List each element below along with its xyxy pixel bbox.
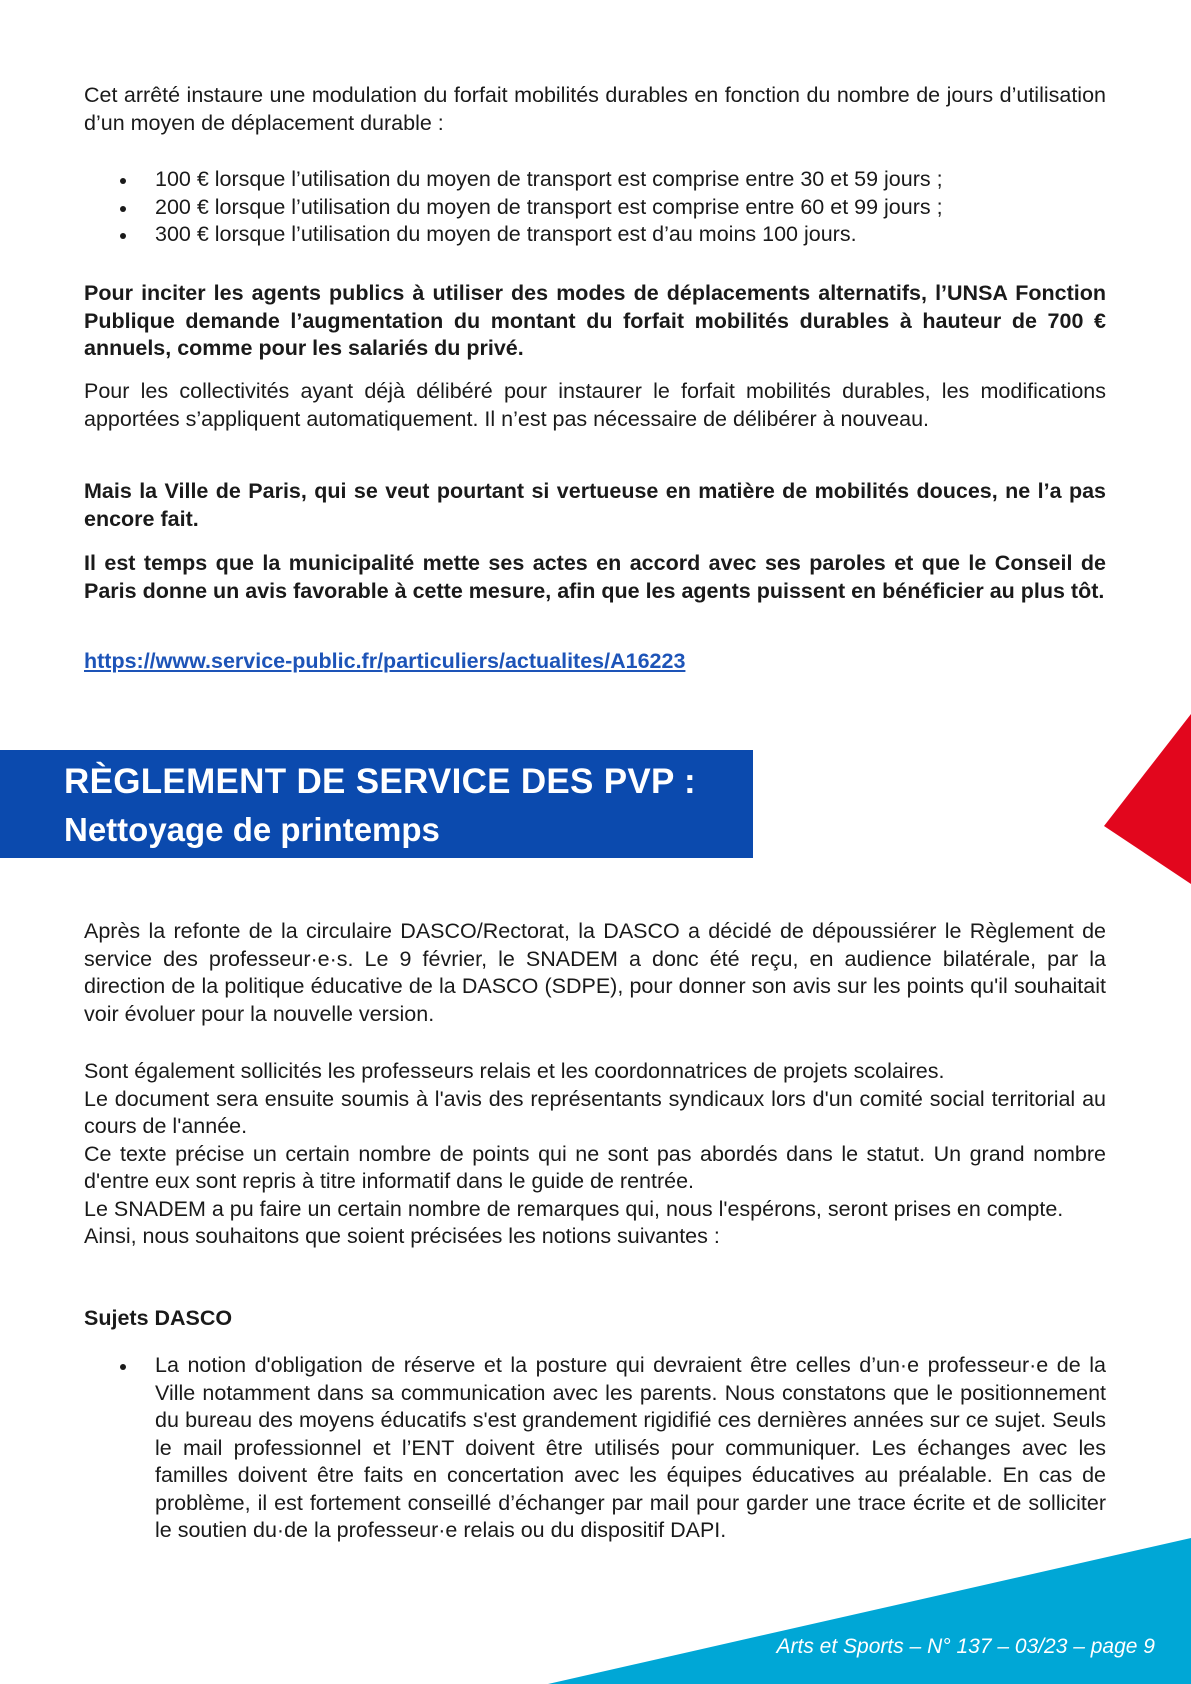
service-public-link[interactable]: https://www.service-public.fr/particuliers/actualites/A16223 xyxy=(84,649,686,673)
banner-subtitle: Nettoyage de printemps xyxy=(64,811,440,848)
banner-title: RÈGLEMENT DE SERVICE DES PVP : xyxy=(64,762,697,801)
snadem-remarques-line: Le SNADEM a pu faire un certain nombre de remarques qui, nous l'espérons, seront prises en compte. xyxy=(84,1196,1064,1221)
list-item: 300 € lorsque l’utilisation du moyen de transport est d’au moins 100 jours. xyxy=(84,221,1106,249)
list-item: La notion d'obligation de réserve et la posture qui devraient être celles d’un·e professeur·e de la Ville notamment dans sa communication avec les parents. Nous constatons que le positionnement du bureau des moyens éducatifs s'est grandement rigidifié ces dernières années sur ce sujet. Seuls le mail professionnel et l’ENT doivent être utilisés pour communiquer. Les échanges avec les familles doivent être faits en concertation avec les équipes éducatives au préalable. En cas de problème, il est fortement conseillé d’échanger par mail pour garder une trace écrite et de solliciter le soutien du·de la professeur·e relais ou du dispositif DAPI. xyxy=(84,1352,1106,1545)
sollicites-paragraph-group xyxy=(84,1058,1106,1251)
page-footer: Arts et Sports – N° 137 – 03/23 – page 9 xyxy=(776,1635,1155,1658)
notions-line: Ainsi, nous souhaitons que soient précisées les notions suivantes : xyxy=(84,1224,720,1248)
paris-paragraph: Mais la Ville de Paris, qui se veut pourtant si vertueuse en matière de mobilités douces, ne l’a pas encore fait. xyxy=(84,479,1106,531)
list-item: 100 € lorsque l’utilisation du moyen de transport est comprise entre 30 et 59 jours ; xyxy=(84,166,1106,194)
unsa-demand-paragraph: Pour inciter les agents publics à utiliser des modes de déplacements alternatifs, l’UNSA Fonction Publique demande l’augmentation du montant du forfait mobilités durables à hauteur de 700 € annuels, comme pour les salariés du privé. xyxy=(84,281,1106,360)
cyan-footer-wedge xyxy=(548,1538,1191,1684)
collectivites-paragraph: Pour les collectivités ayant déjà délibéré pour instaurer le forfait mobilités durables, les modifications apportées s’appliquent automatiquement. Il n’est pas nécessaire de délibérer à nouveau. xyxy=(84,379,1106,431)
texte-precise-line: Ce texte précise un certain nombre de points qui ne sont pas abordés dans le statut. Un grand nombre d'entre eux sont repris à titre informatif dans le guide de rentrée. xyxy=(84,1141,1106,1193)
list-item: 200 € lorsque l’utilisation du moyen de transport est comprise entre 60 et 99 jours ; xyxy=(84,194,1106,222)
red-triangle-decoration xyxy=(1104,714,1191,884)
refonte-paragraph: Après la refonte de la circulaire DASCO/Rectorat, la DASCO a décidé de dépoussiérer le Règlement de service des professeur·e·s. Le 9 février, le SNADEM a donc été reçu, en audience bilatérale, par la direction de la politique éducative de la DASCO (SDPE), pour donner son avis sur les points qu'il souhaitait voir évoluer pour la nouvelle version. xyxy=(84,919,1106,1026)
sujets-dasco-heading: Sujets DASCO xyxy=(84,1306,233,1330)
conseil-paragraph: Il est temps que la municipalité mette ses actes en accord avec ses paroles et que le Conseil de Paris donne un avis favorable à cette mesure, afin que les agents puissent en bénéficier au plus tôt. xyxy=(84,551,1106,603)
intro-paragraph: Cet arrêté instaure une modulation du forfait mobilités durables en fonction du nombre de jours d’utilisation d’un moyen de déplacement durable : xyxy=(84,83,1106,135)
document-soumis-line: Le document sera ensuite soumis à l'avis des représentants syndicaux lors d'un comité social territorial au cours de l'année. xyxy=(84,1086,1106,1138)
sollicites-line: Sont également sollicités les professeurs relais et les coordonnatrices de projets scolaires. xyxy=(84,1059,945,1083)
dasco-list xyxy=(84,1352,1106,1545)
